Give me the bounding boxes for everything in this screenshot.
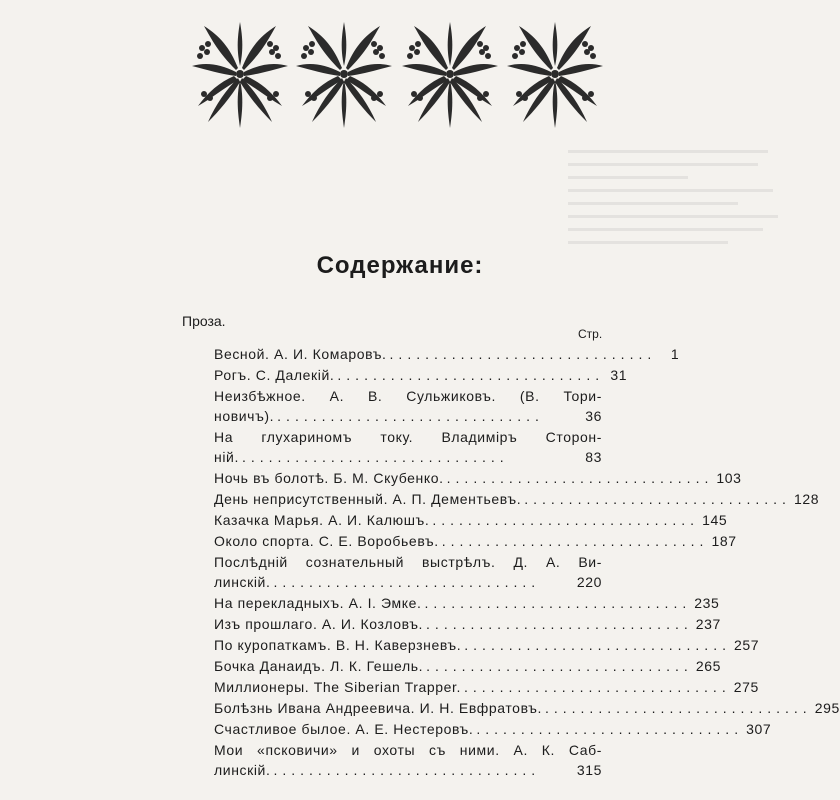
leader-dots: .............................. <box>544 700 812 716</box>
toc-entry-title: новичъ). <box>214 408 275 424</box>
page-column-label: Стр. <box>578 327 603 341</box>
leader-dots: .............................. <box>241 449 509 465</box>
toc-entry-page: 187 <box>711 533 737 549</box>
toc-entry-title: линскій. <box>214 762 271 778</box>
toc-entry-page: 145 <box>702 512 728 528</box>
toc-entry <box>214 427 602 468</box>
toc-entry <box>214 656 721 677</box>
leader-dots: .............................. <box>446 470 714 486</box>
toc-entry-title: Около спорта. С. Е. Воробьевъ. <box>214 533 439 549</box>
toc-entry-title: Рогъ. С. Далекій. <box>214 367 335 383</box>
toc-entry <box>214 365 628 386</box>
toc-entry-page: 235 <box>694 595 720 611</box>
toc-entry-page: 237 <box>695 616 721 632</box>
leader-dots: .............................. <box>424 595 692 611</box>
leader-dots: .............................. <box>426 616 693 632</box>
toc-entry-title: Миллионеры. The Siberian Trapper. <box>214 679 462 695</box>
toc-entry <box>214 740 602 781</box>
toc-entry-title: Ночь въ болотѣ. Б. М. Скубенко. <box>214 470 444 486</box>
toc-entry <box>214 510 728 531</box>
toc-entry-title: Счастливое былое. А. Е. Нестеровъ. <box>214 721 474 737</box>
toc-entry <box>214 531 737 552</box>
toc-entry-title: Бочка Данаидъ. Л. К. Гешель. <box>214 658 424 674</box>
toc-entry-page: 257 <box>733 637 760 653</box>
header-ornament-band <box>190 18 600 133</box>
ivy-leaf-ornament-icon <box>190 18 290 130</box>
leader-dots: .............................. <box>441 533 709 549</box>
toc-entry-title: По куропаткамъ. В. Н. Каверзневъ. <box>214 637 462 653</box>
toc-entry-title: линскій. <box>214 574 271 590</box>
toc-entry-title: На перекладныхъ. А. І. Эмке. <box>214 595 422 611</box>
toc-entry-title: Весной. А. И. Комаровъ. <box>214 346 387 362</box>
leader-dots: .............................. <box>273 762 541 778</box>
ivy-leaf-ornament-icon <box>400 18 500 130</box>
toc-entry <box>214 468 742 489</box>
toc-entry <box>214 614 721 635</box>
toc-entry-title: ній. <box>214 449 239 465</box>
leader-dots: .............................. <box>476 721 744 737</box>
ivy-leaf-ornament-icon <box>294 18 394 130</box>
leader-dots: .............................. <box>432 512 700 528</box>
section-heading-prose: Проза. <box>182 313 226 329</box>
toc-entry-page: 83 <box>585 449 602 465</box>
toc-entry-title-line1: Мои «псковичи» и охоты съ ними. А. К. Саб- <box>214 742 602 758</box>
ivy-leaf-ornament-icon <box>505 18 605 130</box>
toc-entry-page: 265 <box>695 658 721 674</box>
leader-dots: .............................. <box>277 408 544 424</box>
toc-entry-title-line1: Послѣдній сознательный выстрѣлъ. Д. А. Ви- <box>214 554 602 570</box>
toc-entry-title-line1: Неизбѣжное. А. В. Сульжиковъ. (В. Тори- <box>214 388 602 404</box>
toc-entry-title: День неприсутственный. А. П. Дементьевъ. <box>214 491 522 507</box>
toc-entry-page: 295 <box>814 700 840 716</box>
leader-dots: .............................. <box>524 491 791 507</box>
leader-dots: .............................. <box>426 658 693 674</box>
toc-entry-page: 220 <box>576 574 602 590</box>
toc-entry <box>214 698 840 719</box>
toc-entry <box>214 719 772 740</box>
toc-entry-page: 103 <box>716 470 742 486</box>
toc-entry <box>214 677 759 698</box>
toc-entry-title: Казачка Марья. А. И. Калюшъ. <box>214 512 430 528</box>
leader-dots: .............................. <box>389 346 657 362</box>
toc-entry <box>214 635 760 656</box>
toc-entry-page: 1 <box>670 346 680 362</box>
page-title: Содержание: <box>316 252 484 279</box>
toc-entry-title: Изъ прошлаго. А. И. Козловъ. <box>214 616 424 632</box>
toc-entry-page: 315 <box>576 762 602 778</box>
toc-entry-title: Болѣзнь Ивана Андреевича. И. Н. Евфратовъ. <box>214 700 542 716</box>
toc-entry <box>214 344 680 365</box>
toc-entry-page: 31 <box>610 367 628 383</box>
toc-entry <box>214 386 602 427</box>
toc-entry <box>214 552 602 593</box>
toc-entry-page: 128 <box>793 491 820 507</box>
toc-entry <box>214 593 720 614</box>
toc-entry-page: 36 <box>585 408 602 424</box>
leader-dots: .............................. <box>337 367 605 383</box>
toc-entry-page: 307 <box>746 721 772 737</box>
toc-entry <box>214 489 820 510</box>
leader-dots: .............................. <box>273 574 541 590</box>
table-of-contents <box>214 344 840 781</box>
toc-entry-title-line1: На глухариномъ току. Владиміръ Сторон- <box>214 429 602 445</box>
toc-entry-page: 275 <box>733 679 759 695</box>
leader-dots: .............................. <box>464 679 731 695</box>
leader-dots: .............................. <box>464 637 731 653</box>
